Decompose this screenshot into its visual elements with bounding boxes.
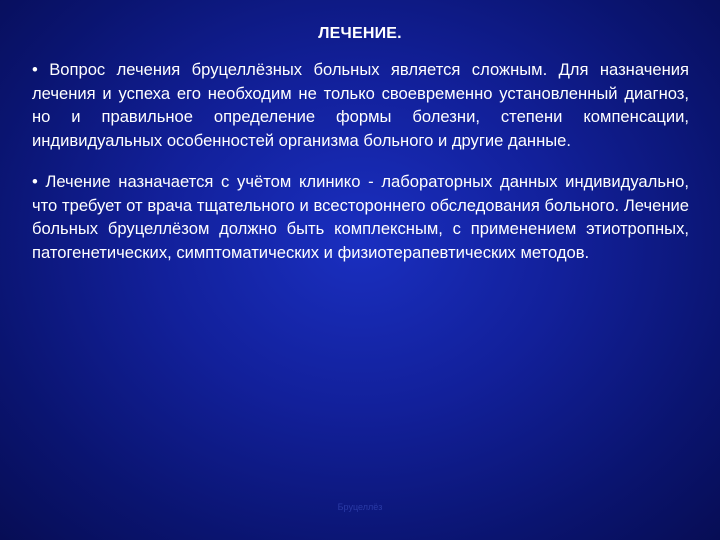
slide-body	[32, 58, 689, 282]
slide-footer: Бруцеллёз	[337, 502, 383, 512]
paragraph-treatment-question: • Вопрос лечения бруцеллёзных больных является сложным. Для назначения лечения и успеха его необходим не только своевременно установленный диагноз, но и правильное определение формы болезни, степени компенсации, индивидуальных особенностей организма больного и другие данные.	[32, 60, 689, 150]
slide-title: ЛЕЧЕНИЕ.	[318, 25, 402, 42]
paragraph-treatment-approach: • Лечение назначается с учётом клинико - лабораторных данных индивидуально, что требует от врача тщательного и всестороннего обследования больного. Лечение больных бруцеллёзом должно быть комплексным, с применением этиотропных, патогенетических, симптоматических и физиотерапевтических методов.	[32, 172, 689, 262]
